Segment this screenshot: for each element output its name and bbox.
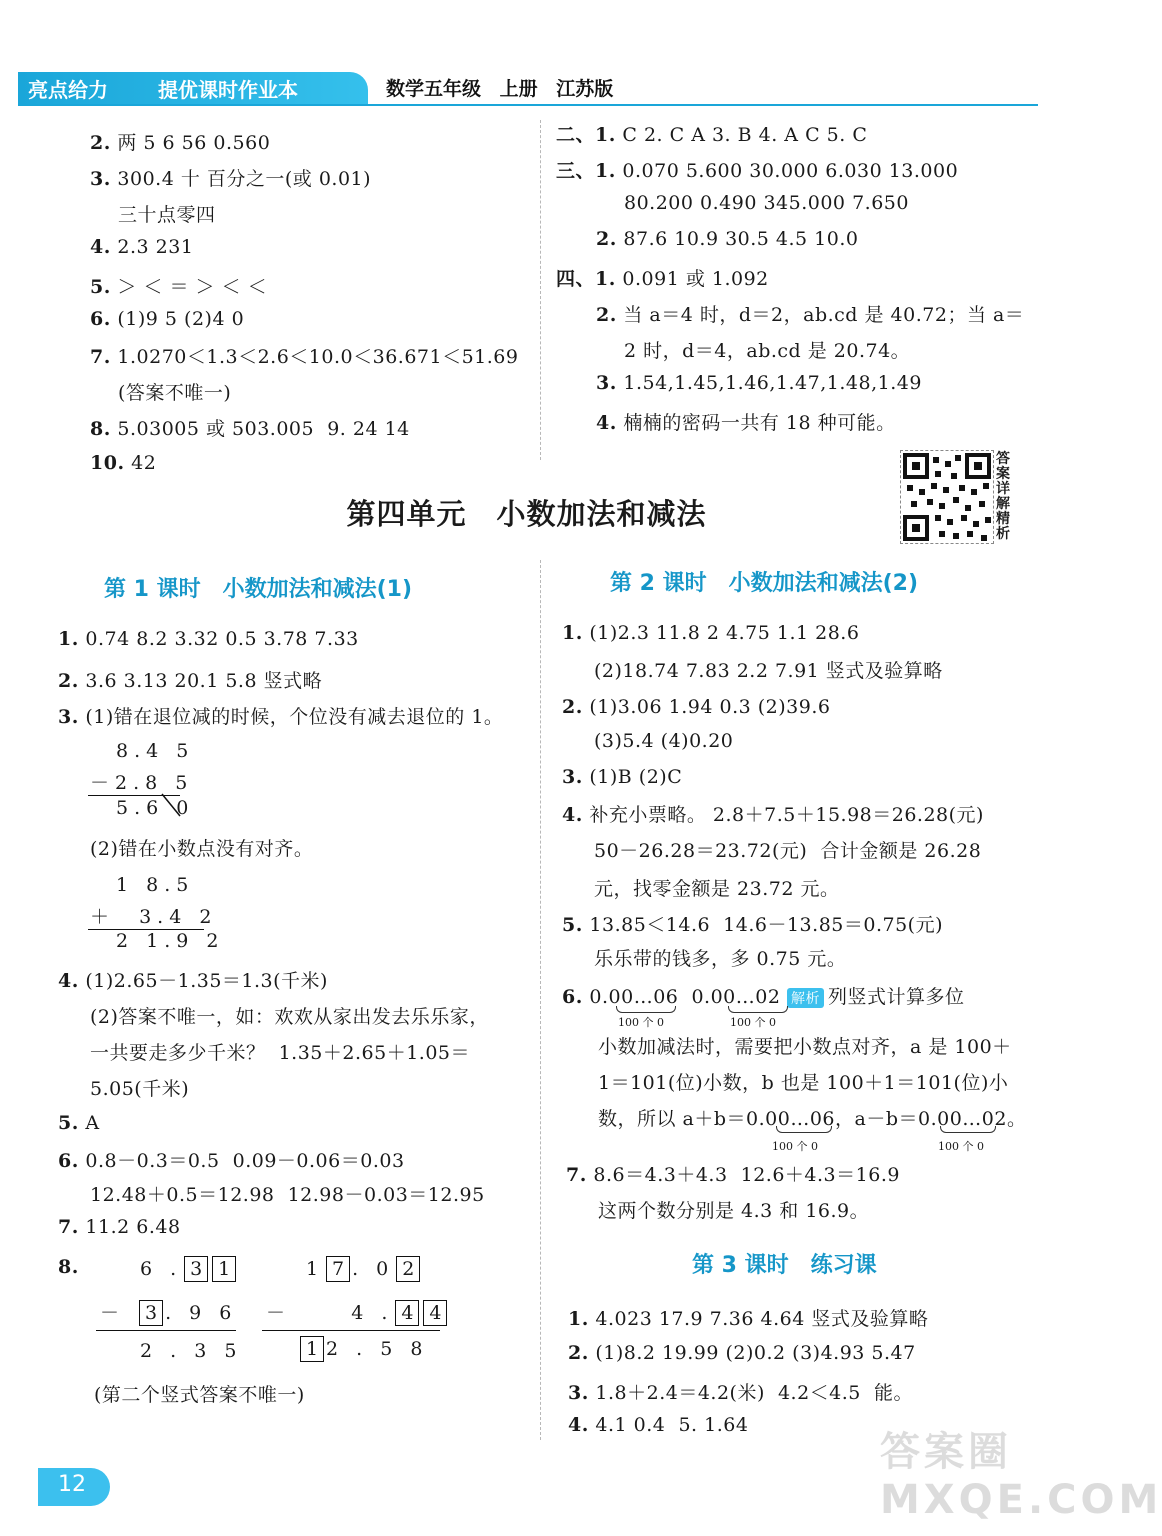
watermark: 答案圈 MXQE.COM bbox=[880, 1429, 1162, 1523]
brace-label: 100 个 0 bbox=[730, 1016, 776, 1029]
answer-line: 1. 4.023 17.9 7.36 4.64 竖式及验算略 bbox=[568, 1308, 929, 1330]
answer-line: 80.200 0.490 345.000 7.650 bbox=[624, 192, 909, 214]
vc-operand: 1 8.5 bbox=[116, 874, 195, 896]
answer-line: 10. 42 bbox=[90, 452, 157, 474]
answer-line: 一共要走多少千米？ 1.35＋2.65＋1.05＝ bbox=[90, 1042, 470, 1064]
brace-label: 100 个 0 bbox=[938, 1140, 984, 1153]
series-title: 提优课时作业本 bbox=[158, 78, 298, 102]
answer-line: 2 时，d＝4，ab.cd 是 20.74。 bbox=[624, 340, 911, 362]
column-divider-bottom bbox=[540, 560, 541, 1440]
qr-label: 答案详解精析 bbox=[996, 451, 1010, 542]
answer-line: 6. 0.8－0.3＝0.5 0.09－0.06＝0.03 bbox=[58, 1150, 405, 1172]
unit-title: 第四单元 小数加法和减法 bbox=[346, 497, 707, 531]
answer-line: 二、1. C 2. C A 3. B 4. A C 5. C bbox=[556, 124, 868, 146]
underbrace bbox=[616, 1006, 676, 1013]
underbrace bbox=[728, 1006, 788, 1013]
answer-line: 1. 0.74 8.2 3.32 0.5 3.78 7.33 bbox=[58, 628, 359, 650]
answer-line: 7. 11.2 6.48 bbox=[58, 1216, 181, 1238]
answer-line: 3. (1)B (2)C bbox=[562, 766, 683, 788]
page-number: 12 bbox=[58, 1472, 86, 1497]
answer-line: 5.05(千米) bbox=[90, 1078, 190, 1100]
subject-info: 数学五年级 上册 江苏版 bbox=[386, 78, 614, 100]
answer-line: 小数加减法时，需要把小数点对齐，a 是 100＋ bbox=[598, 1036, 1012, 1058]
answer-line: 2. (1)8.2 19.99 (2)0.2 (3)4.93 5.47 bbox=[568, 1342, 916, 1364]
vc-operand: － 3 . 9 6 bbox=[100, 1302, 238, 1324]
answer-line: 8. bbox=[58, 1256, 79, 1278]
answer-note: (第二个竖式答案不唯一) bbox=[94, 1384, 305, 1406]
answer-line: 4. 2.3 231 bbox=[90, 236, 194, 258]
answer-line: 8. 5.03005 或 503.005 9. 24 14 bbox=[90, 418, 410, 440]
answer-line: 5. 13.85＜14.6 14.6－13.85＝0.75(元) bbox=[562, 914, 943, 936]
header-rule bbox=[18, 104, 1038, 106]
answer-line: 4. (1)2.65－1.35＝1.3(千米) bbox=[58, 970, 328, 992]
answer-line: 1. (1)2.3 11.8 2 4.75 1.1 28.6 bbox=[562, 622, 860, 644]
answer-line: (3)5.4 (4)0.20 bbox=[594, 730, 734, 752]
answer-line: 4. 4.1 0.4 5. 1.64 bbox=[568, 1414, 749, 1436]
answer-line: (2)答案不唯一，如：欢欢从家出发去乐乐家， bbox=[90, 1006, 489, 1028]
vc-operand: －2.8 5 bbox=[90, 772, 194, 794]
answer-line: (答案不唯一) bbox=[118, 382, 232, 404]
answer-line: 6. (1)9 5 (2)4 0 bbox=[90, 308, 245, 330]
answer-line: 2. 两 5 6 56 0.560 bbox=[90, 132, 271, 154]
underbrace bbox=[776, 1126, 832, 1133]
vc-operand: ＋ 3.4 2 bbox=[90, 906, 218, 928]
analysis-tag: 解析 bbox=[787, 988, 824, 1008]
vc-operand: 1 7 . 0 2 bbox=[306, 1256, 422, 1282]
answer-line: 三十点零四 bbox=[118, 204, 216, 226]
answer-line: 4. 补充小票略。 2.8＋7.5＋15.98＝26.28(元) bbox=[562, 804, 984, 826]
answer-line: 2. (1)3.06 1.94 0.3 (2)39.6 bbox=[562, 696, 831, 718]
answer-line: 4. 楠楠的密码一共有 18 种可能。 bbox=[596, 412, 896, 434]
answer-line: 12.48＋0.5＝12.98 12.98－0.03＝12.95 bbox=[90, 1184, 485, 1206]
vc-result: 2 1.9 2 bbox=[116, 930, 225, 952]
answer-line: 7. 8.6＝4.3＋4.3 12.6＋4.3＝16.9 bbox=[566, 1164, 900, 1186]
underbrace bbox=[940, 1126, 996, 1133]
answer-line: 1＝101(位)小数，b 也是 100＋1＝101(位)小 bbox=[598, 1072, 1009, 1094]
answer-line: 7. 1.0270＜1.3＜2.6＜10.0＜36.671＜51.69 bbox=[90, 346, 519, 368]
vc-operand: 8.4 5 bbox=[116, 740, 195, 762]
answer-line: 数，所以 a＋b＝0.00…06，a－b＝0.00…02。 bbox=[598, 1108, 1027, 1130]
vc-rule bbox=[96, 1330, 236, 1331]
answer-line: (2)错在小数点没有对齐。 bbox=[90, 838, 314, 860]
answer-line: 2. 当 a＝4 时，d＝2，ab.cd 是 40.72；当 a＝ bbox=[596, 304, 1025, 326]
answer-line: 这两个数分别是 4.3 和 16.9。 bbox=[598, 1200, 870, 1222]
answer-line: 50－26.28＝23.72(元) 合计金额是 26.28 bbox=[594, 840, 982, 862]
answer-line: 3. (1)错在退位减的时候，个位没有减去退位的 1。 bbox=[58, 706, 504, 728]
answer-line: (2)18.74 7.83 2.2 7.91 竖式及验算略 bbox=[594, 660, 943, 682]
brace-label: 100 个 0 bbox=[772, 1140, 818, 1153]
answer-line: 乐乐带的钱多，多 0.75 元。 bbox=[594, 948, 847, 970]
answer-line: 3. 1.54,1.45,1.46,1.47,1.48,1.49 bbox=[596, 372, 922, 394]
answer-line: 元，找零金额是 23.72 元。 bbox=[594, 878, 840, 900]
lesson-3-title: 第 3 课时 练习课 bbox=[692, 1253, 877, 1278]
answer-line: 2. 87.6 10.9 30.5 4.5 10.0 bbox=[596, 228, 859, 250]
vc-result: 5.6 0 bbox=[116, 797, 195, 819]
answer-line: 2. 3.6 3.13 20.1 5.8 竖式略 bbox=[58, 670, 323, 692]
answer-line: 四、1. 0.091 或 1.092 bbox=[556, 268, 769, 290]
answer-line: 5. A bbox=[58, 1112, 100, 1134]
vc-operand: 6 . 3 1 bbox=[140, 1256, 238, 1282]
answer-line: 3. 300.4 十 百分之一(或 0.01) bbox=[90, 168, 372, 190]
vc-result: 2 . 3 5 bbox=[140, 1340, 243, 1362]
brace-label: 100 个 0 bbox=[618, 1016, 664, 1029]
column-divider-top bbox=[540, 120, 541, 460]
vc-rule bbox=[262, 1330, 440, 1331]
answer-line: 3. 1.8＋2.4＝4.2(米) 4.2＜4.5 能。 bbox=[568, 1382, 913, 1404]
lesson-2-title: 第 2 课时 小数加法和减法(2) bbox=[610, 571, 919, 596]
vc-operand: － 4 . 4 4 bbox=[266, 1298, 449, 1326]
answer-line: 三、1. 0.070 5.600 30.000 6.030 13.000 bbox=[556, 160, 959, 182]
answer-line: 5. ＞ ＜ ＝ ＞ ＜ ＜ bbox=[90, 276, 268, 298]
brand-title: 亮点给力 bbox=[28, 78, 108, 102]
correction-mark bbox=[160, 790, 184, 820]
answer-line: 6. 0.00…06 0.00…02 解析 列竖式计算多位 bbox=[562, 986, 965, 1008]
lesson-1-title: 第 1 课时 小数加法和减法(1) bbox=[104, 577, 413, 602]
vc-result: 1 2 . 5 8 bbox=[298, 1336, 428, 1362]
